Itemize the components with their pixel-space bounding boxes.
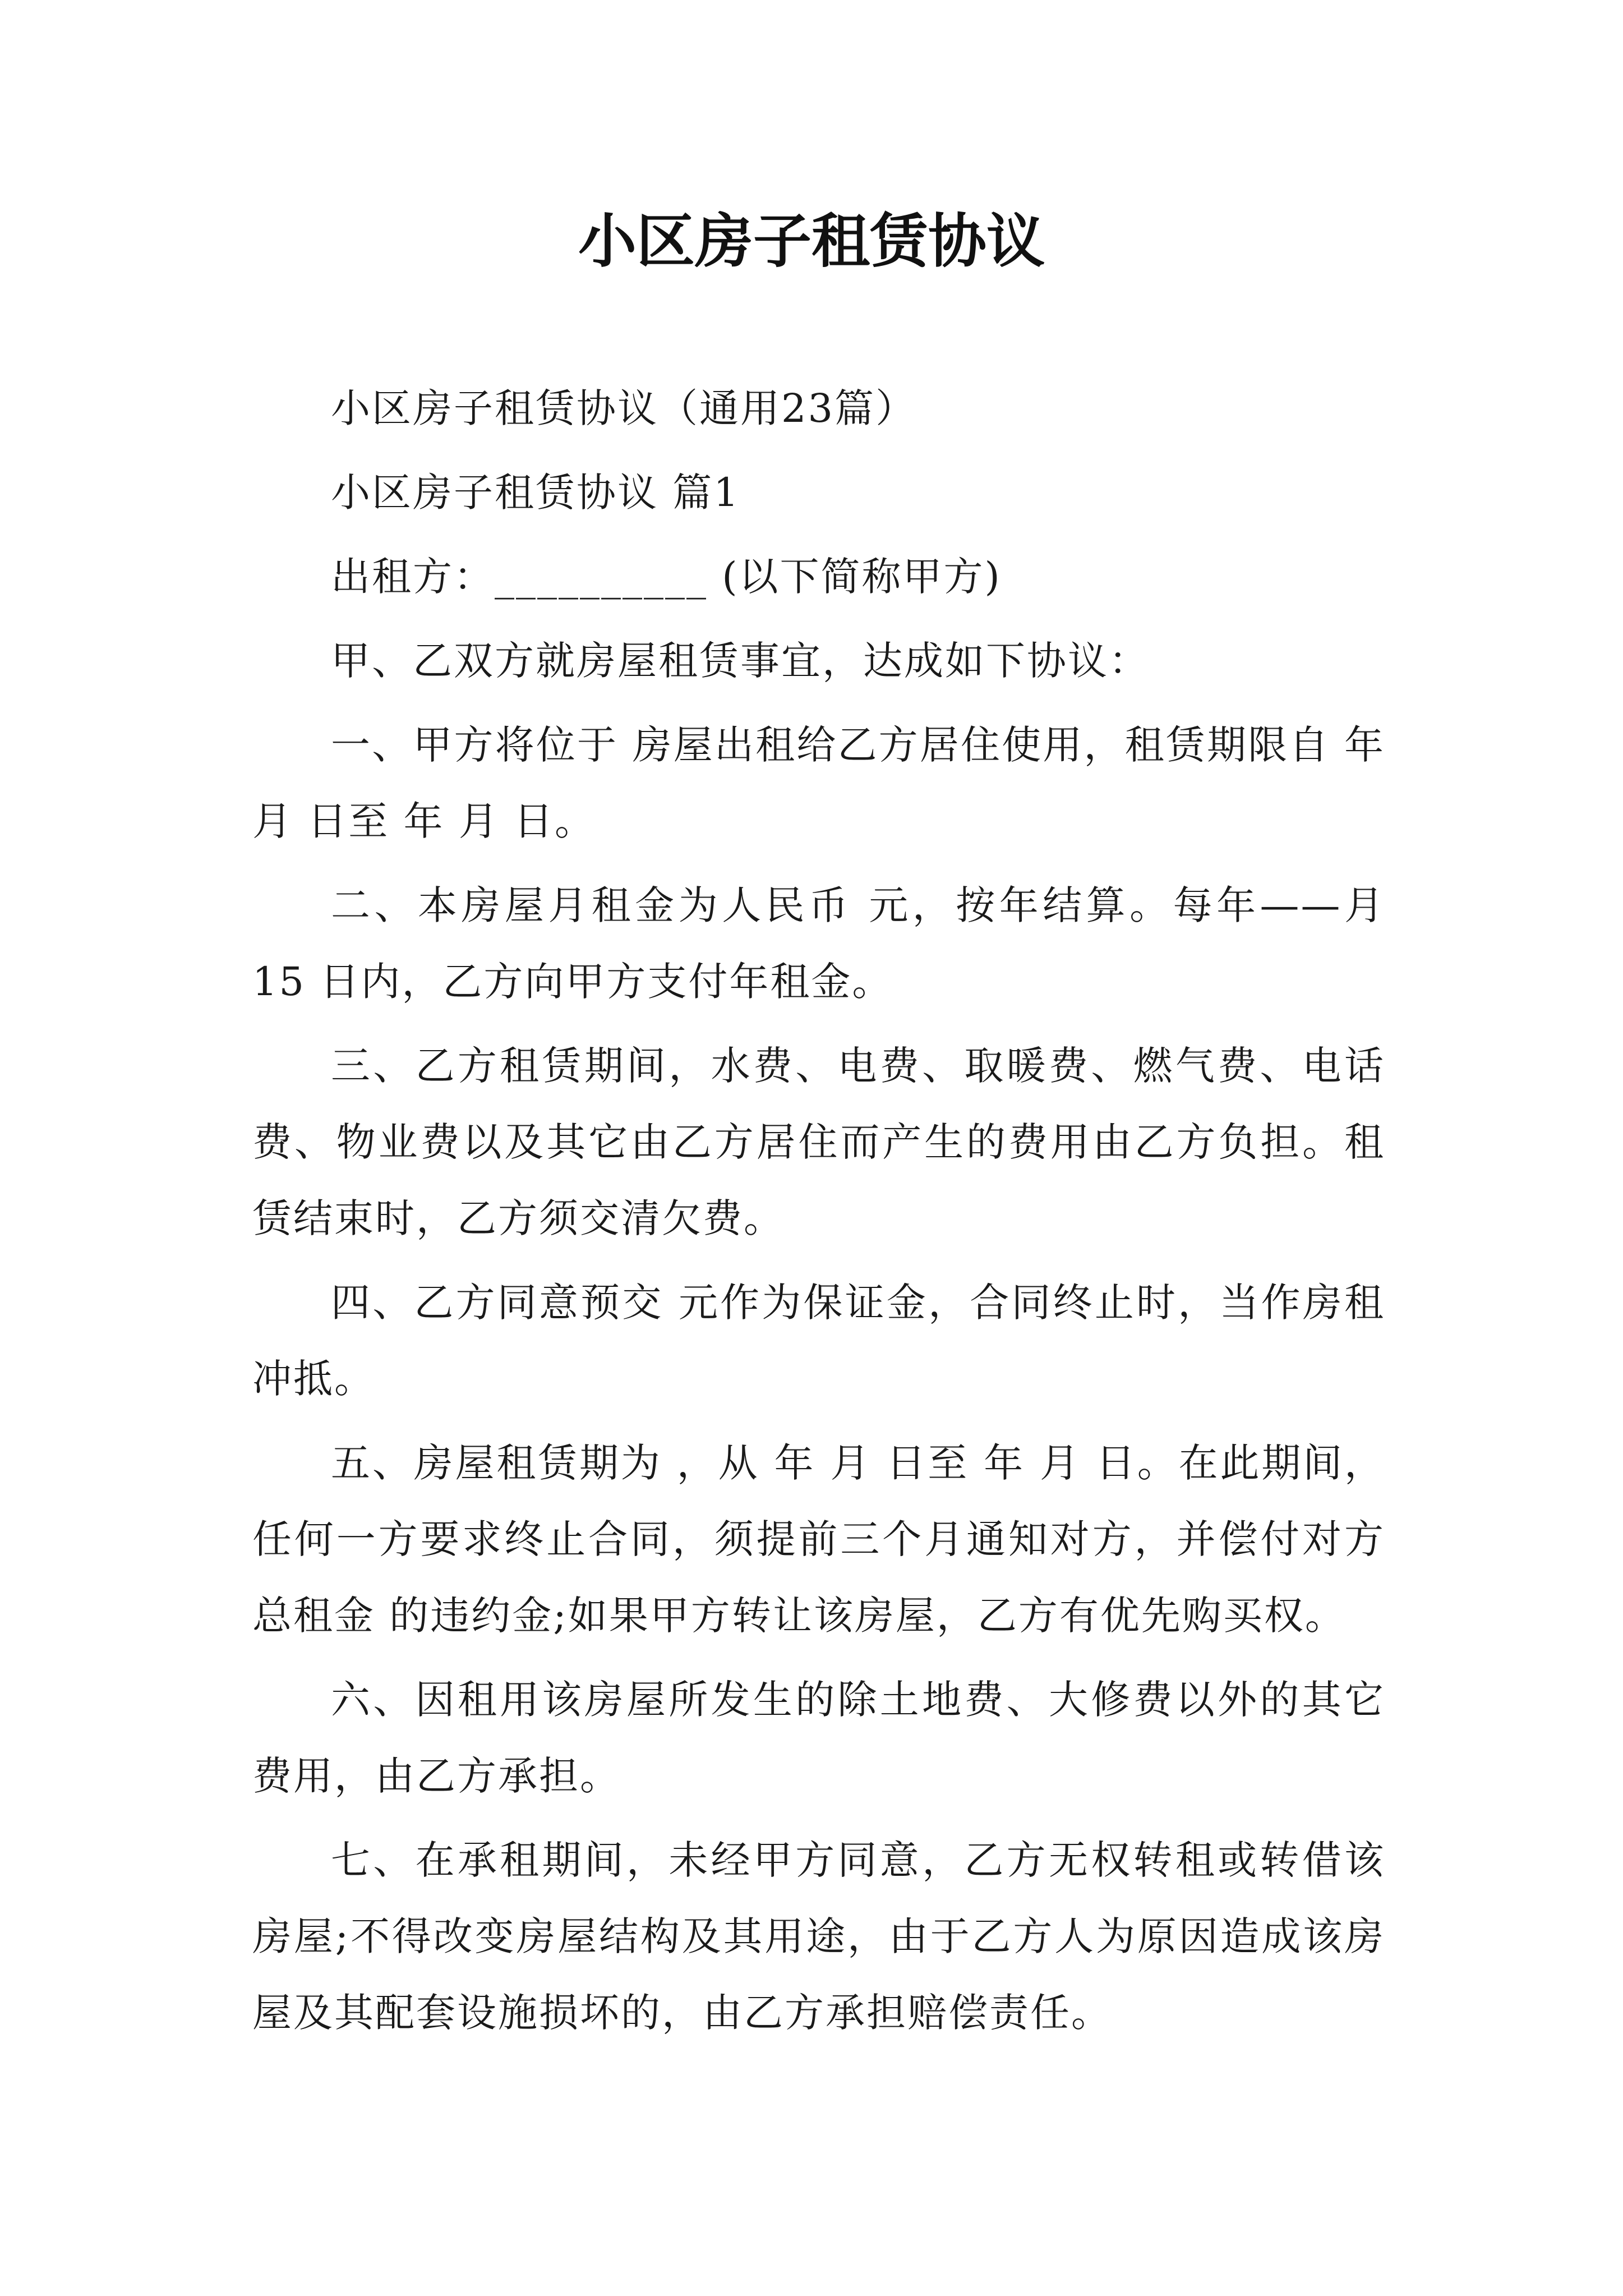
clause-6: 六、因租用该房屋所发生的除土地费、大修费以外的其它费用，由乙方承担。 [252,1677,1385,1799]
clause-2: 二、本房屋月租金为人民币 元，按年结算。每年——月 15 日内，乙方向甲方支付年租金。 [252,882,1385,1005]
agreement-intro: 甲、乙双方就房屋租赁事宜，达成如下协议： [331,638,1150,684]
lessor-line: 出租方：__________ (以下简称甲方) [331,554,1002,600]
clause-1: 一、甲方将位于 房屋出租给乙方居住使用，租赁期限自 年 月 日至 年 月 日。 [252,722,1385,844]
document-title: 小区房子租赁协议 [578,206,1045,275]
clause-4: 四、乙方同意预交 元作为保证金，合同终止时，当作房租冲抵。 [252,1280,1385,1402]
clause-3: 三、乙方租赁期间，水费、电费、取暖费、燃气费、电话费、物业费以及其它由乙方居住而产生的费用由乙方负担。租赁结束时，乙方须交清欠费。 [252,1043,1385,1241]
section-heading: 小区房子租赁协议 篇1 [331,470,740,516]
clause-5: 五、房屋租赁期为 ，从 年 月 日至 年 月 日。在此期间，任何一方要求终止合同，须提前三个月通知对方，并偿付对方总租金 的违约金;如果甲方转让该房屋，乙方有优先购买权。 [252,1440,1385,1639]
clause-7: 七、在承租期间，未经甲方同意，乙方无权转租或转借该房屋;不得改变房屋结构及其用途，由于乙方人为原因造成该房屋及其配套设施损坏的，由乙方承担赔偿责任。 [252,1837,1385,2036]
subtitle-paragraph: 小区房子租赁协议（通用23篇） [331,385,917,431]
document-body [252,370,1385,2059]
